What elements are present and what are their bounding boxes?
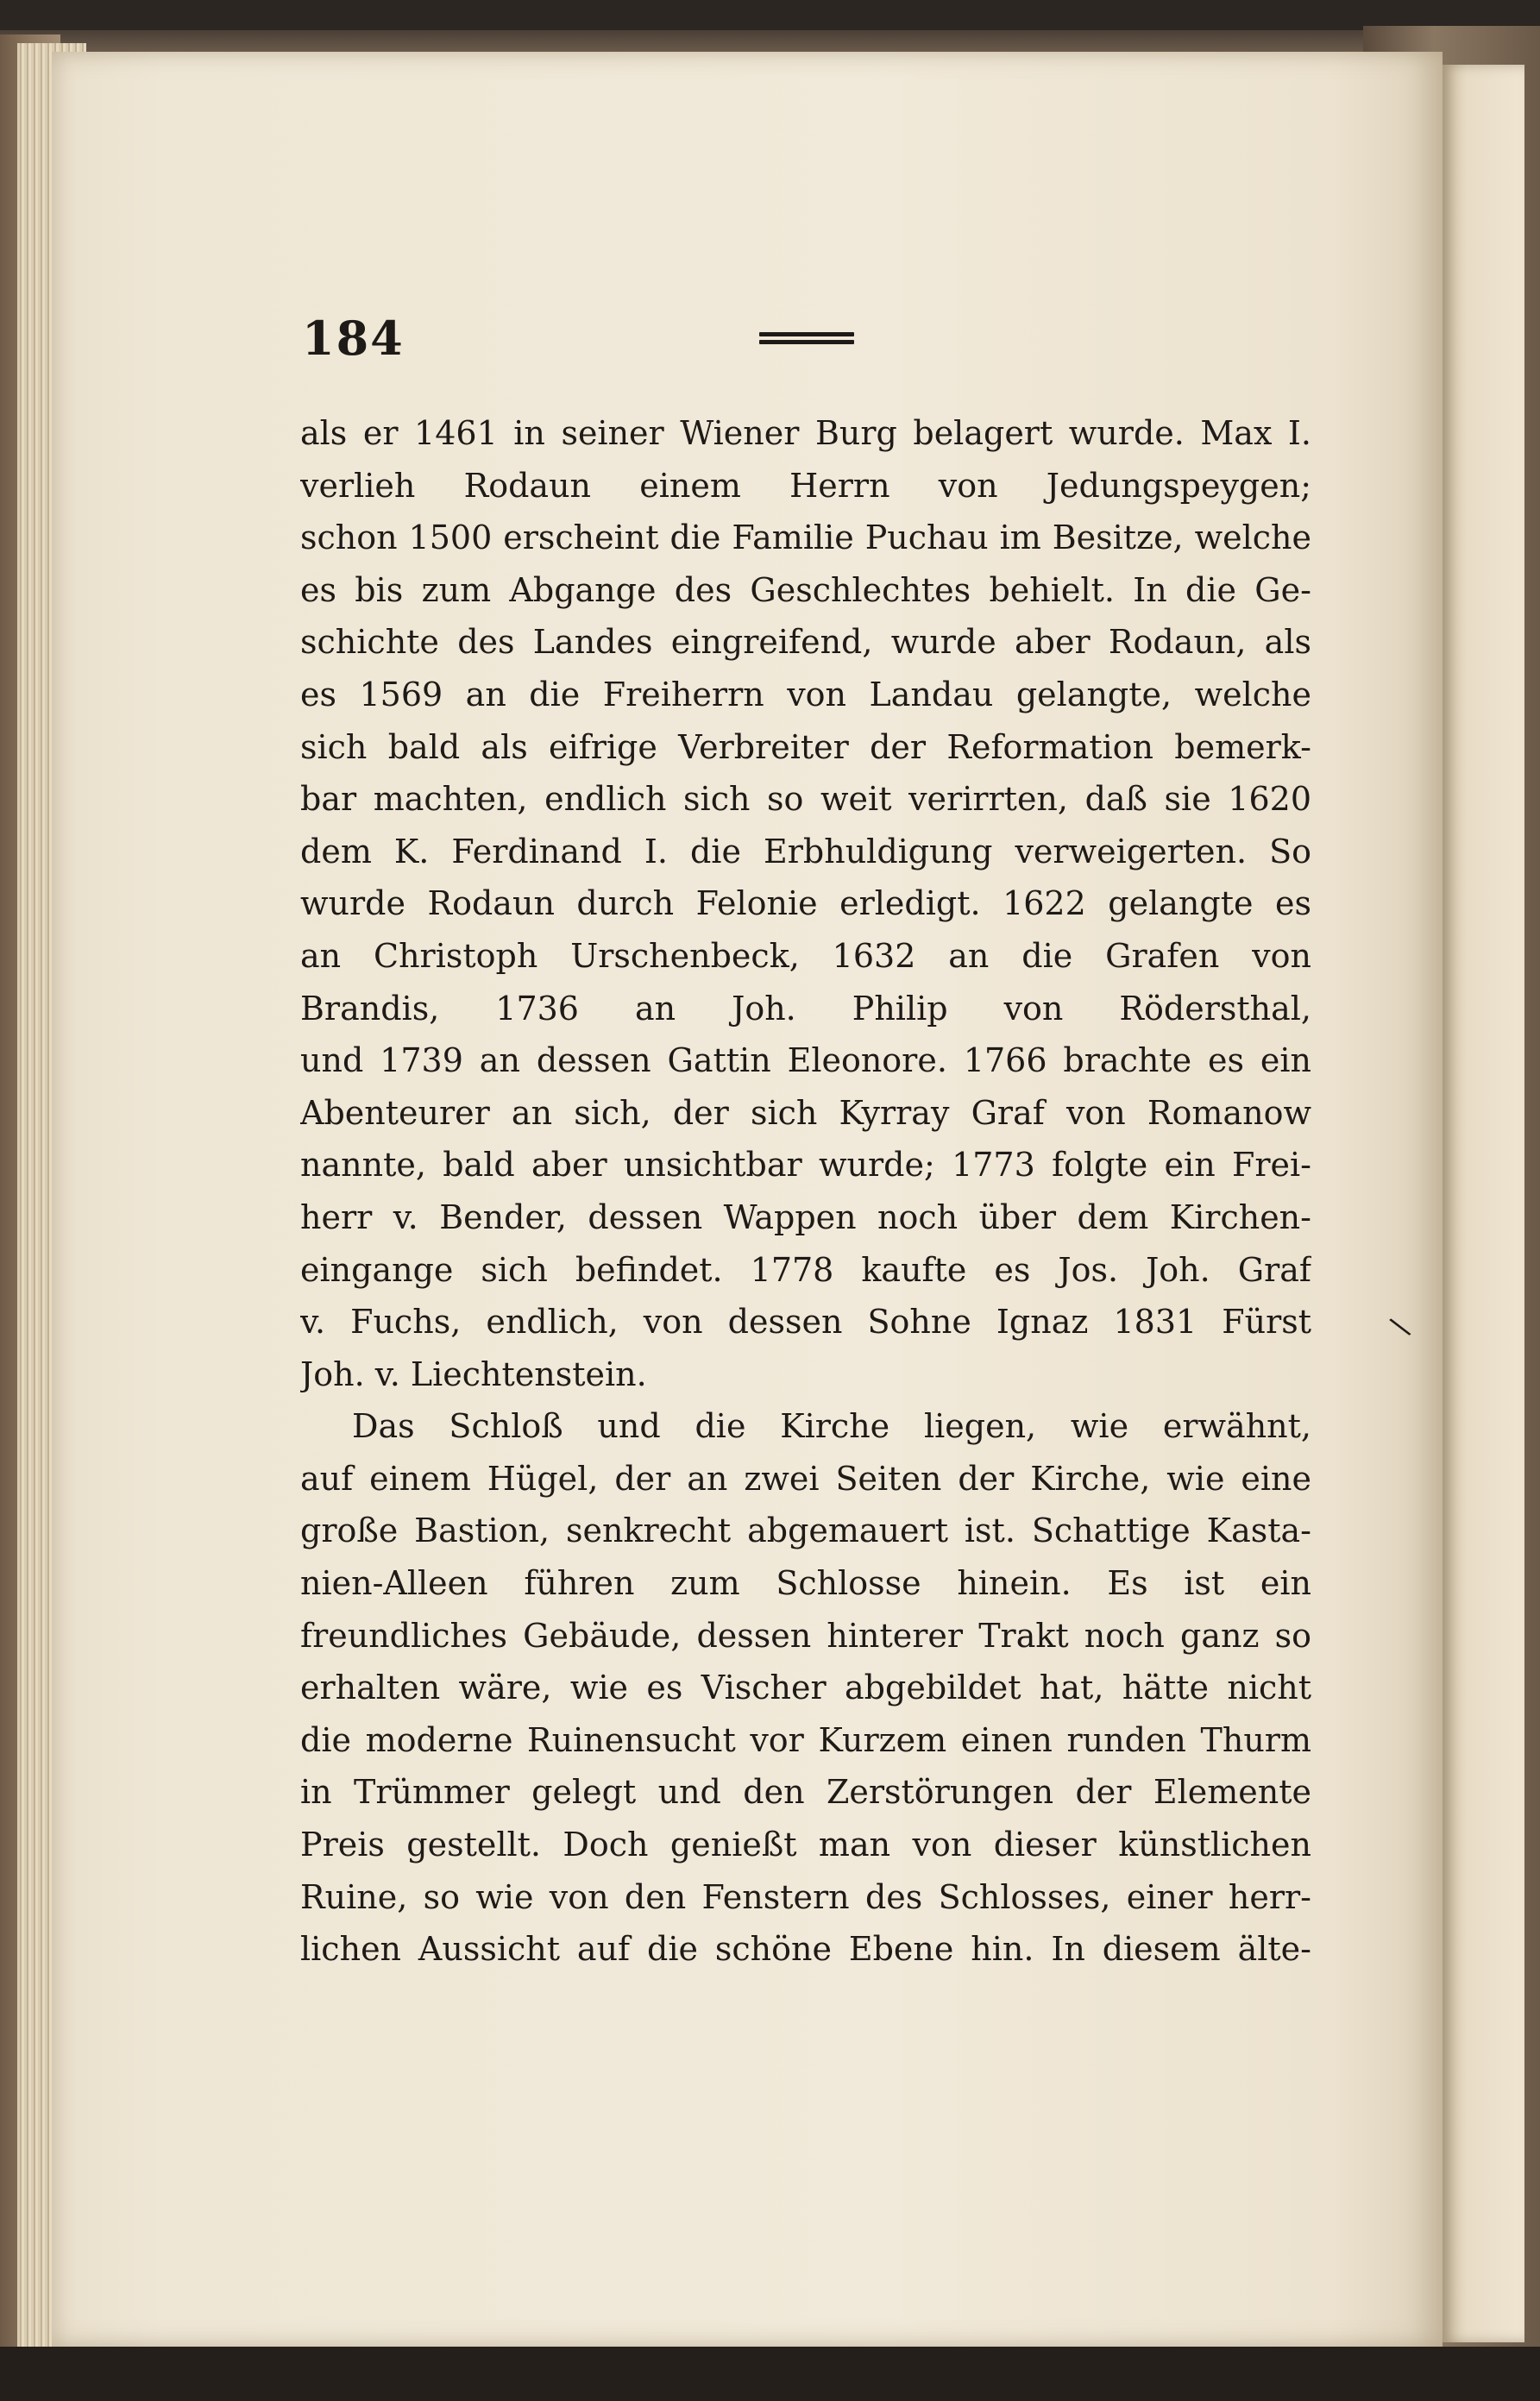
- text-line: wurde Rodaun durch Felonie erledigt. 1622 gelangte es: [300, 884, 1311, 923]
- text-line: nannte, bald aber unsichtbar wurde; 1773 folgte ein Frei-: [300, 1146, 1311, 1185]
- text-line: dem K. Ferdinand I. die Erbhuldigung verweigerten. So: [300, 832, 1311, 871]
- text-line: große Bastion, senkrecht abgemauert ist. Schattige Kasta-: [300, 1512, 1311, 1550]
- body-text: [300, 407, 1311, 1976]
- text-line: auf einem Hügel, der an zwei Seiten der Kirche, wie eine: [300, 1459, 1311, 1498]
- text-line: und 1739 an dessen Gattin Eleonore. 1766 brachte es ein: [300, 1041, 1311, 1080]
- text-line: als er 1461 in seiner Wiener Burg belagert wurde. Max I.: [300, 414, 1311, 452]
- text-line: sich bald als eifrige Verbreiter der Reformation bemerk-: [300, 727, 1311, 766]
- text-line: bar machten, endlich sich so weit verirrten, daß sie 1620: [300, 780, 1311, 819]
- text-line: Das Schloß und die Kirche liegen, wie erwähnt,: [352, 1407, 1311, 1446]
- text-line: nien-Alleen führen zum Schlosse hinein. Es ist ein: [300, 1564, 1311, 1603]
- text-line: es 1569 an die Freiherrn von Landau gelangte, welche: [300, 675, 1311, 713]
- text-line: schon 1500 erscheint die Familie Puchau im Besitze, welche: [300, 519, 1311, 557]
- margin-mark: \: [1386, 1310, 1414, 1344]
- text-line: lichen Aussicht auf die schöne Ebene hin. In diesem älte-: [300, 1930, 1311, 1969]
- text-line: herr v. Bender, dessen Wappen noch über dem Kirchen-: [300, 1197, 1311, 1236]
- text-line: schichte des Landes eingreifend, wurde aber Rodaun, als: [300, 623, 1311, 662]
- header-rule: [759, 332, 854, 346]
- text-line: eingange sich befindet. 1778 kaufte es Jos. Joh. Graf: [300, 1250, 1311, 1289]
- paragraph-1: [300, 407, 1311, 1400]
- text-line: Joh. v. Liechtenstein.: [300, 1354, 647, 1393]
- text-line: die moderne Ruinensucht vor Kurzem einen runden Thurm: [300, 1720, 1311, 1759]
- facing-page-edge: [1443, 65, 1524, 2342]
- page-number: 184: [302, 311, 405, 366]
- text-line: v. Fuchs, endlich, von dessen Sohne Ignaz 1831 Fürst: [300, 1303, 1311, 1342]
- text-line: erhalten wäre, wie es Vischer abgebildet hat, hätte nicht: [300, 1669, 1311, 1707]
- text-line: Brandis, 1736 an Joh. Philip von Rödersthal,: [300, 989, 1311, 1028]
- text-line: freundliches Gebäude, dessen hinterer Trakt noch ganz so: [300, 1616, 1311, 1655]
- paragraph-2: [300, 1400, 1311, 1976]
- text-line: Ruine, so wie von den Fenstern des Schlosses, einer herr-: [300, 1877, 1311, 1916]
- background-strip: [0, 2347, 1540, 2401]
- text-line: Preis gestellt. Doch genießt man von dieser künstlichen: [300, 1826, 1311, 1864]
- text-line: an Christoph Urschenbeck, 1632 an die Grafen von: [300, 936, 1311, 975]
- text-line: Abenteurer an sich, der sich Kyrray Graf von Romanow: [300, 1093, 1311, 1132]
- text-line: verlieh Rodaun einem Herrn von Jedungspeygen;: [300, 466, 1311, 505]
- text-line: es bis zum Abgange des Geschlechtes behielt. In die Ge-: [300, 570, 1311, 609]
- text-line: in Trümmer gelegt und den Zerstörungen der Elemente: [300, 1773, 1311, 1812]
